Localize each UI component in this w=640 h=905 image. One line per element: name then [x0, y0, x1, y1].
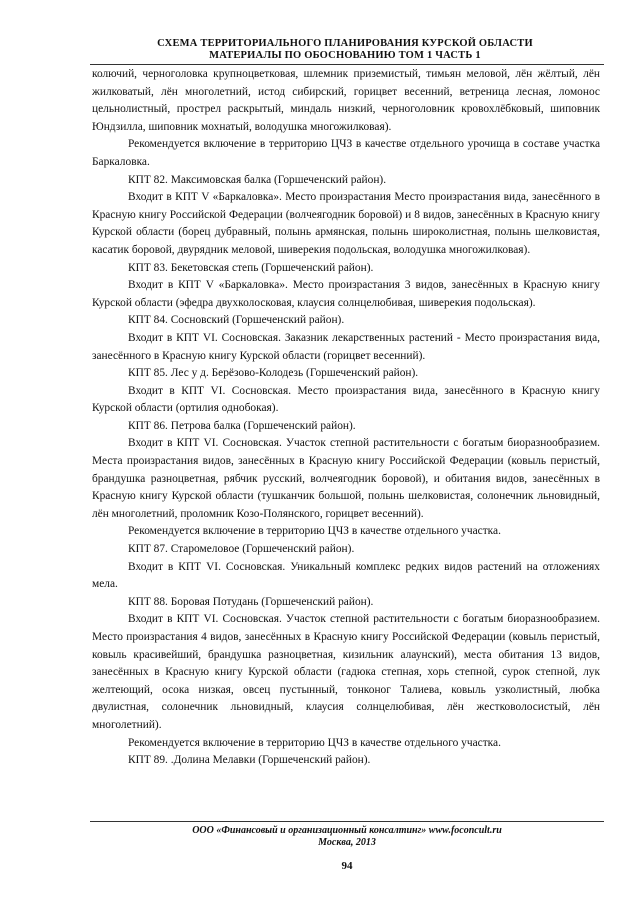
- footer-divider: [90, 821, 604, 822]
- footer-publisher: ООО «Финансовый и организационный консалтинг» www.foconcult.ru: [192, 825, 502, 836]
- paragraph: Рекомендуется включение в территорию ЦЧЗ в качестве отдельного участка.: [128, 525, 501, 538]
- paragraph: Входит в КПТ V «Баркаловка». Место произрастания Место произрастания вида, занесённого в Красную книгу Российской Федерации (волчеягодник боровой) и 8 видов, занесённых в Красную книгу Курской области (борец дубравный, полынь армянская, полынь широколистная, полынь шелковистая, касатик боровой, двурядник меловой, шиверекия подольская, володушка многожилковая).: [92, 191, 600, 256]
- paragraph: КПТ 83. Бекетовская степь (Горшеченский район).: [128, 261, 374, 274]
- paragraph: КПТ 88. Боровая Потудань (Горшеченский район).: [128, 595, 374, 608]
- footer-city-year: Москва, 2013: [318, 837, 376, 848]
- paragraph: Рекомендуется включение в территорию ЦЧЗ в качестве отдельного урочища в составе участка Баркаловка.: [92, 138, 600, 168]
- paragraph: Входит в КПТ VI. Сосновская. Участок степной растительности с богатым биоразнообразием. Места произрастания видов, занесённых в Красную книгу Российской Федерации (ковыль перистый, брандушка разноцветная, рябчик русский, волчеягодник боровой), и обитания видов, занесённых в Красную книгу Курской области (тушканчик большой, полынь шелковистая, солонечник льновидный, лён многолетний, проломник Козо-Полянского, горицвет весенний).: [92, 437, 600, 520]
- page-footer: [90, 825, 604, 849]
- paragraph: КПТ 89. .Долина Мелавки (Горшеченский район).: [128, 754, 371, 767]
- paragraph: колючий, черноголовка крупноцветковая, шлемник приземистый, тимьян меловой, лён жёлтый, лён жилковатый, лён многолетний, истод сибирский, горицвет весенний, ветреница лесная, ломонос цельнолистный, прострел раскрытый, миндаль низкий, черноголовник кровохлёбковый, шиповник Юндзилла, шиповник мохнатый, володушка многожилковая).: [92, 68, 600, 133]
- paragraph: Входит в КПТ VI. Сосновская. Заказник лекарственных растений - Место произрастания вида, занесённого в Красную книгу Курской области (горицвет весенний).: [92, 331, 600, 362]
- paragraph: Входит в КПТ VI. Сосновская. Участок степной растительности с богатым биоразнообразием. Место произрастания 4 видов, занесённых в Красную книгу Российской Федерации (ковыль перистый, ковыль красивейший, брандушка разноцветная, кизильник алаунский), места обитания 13 видов, занесённых в Красную книгу Курской области (гадюка степная, хорь степной, сурок степной, лук желтеющий, осока низкая, овсец пустынный, тонконог Талиева, ковыль узколистный, любка двулистная, солонечник льновидный, клаусия солнцелюбивая, лён жестковолосистый, лён многолетний).: [92, 613, 600, 731]
- paragraph: КПТ 82. Максимовская балка (Горшеченский район).: [128, 173, 387, 186]
- page-header: [90, 38, 600, 62]
- paragraph: Входит в КПТ VI. Сосновская. Уникальный комплекс редких видов растений на отложениях мела.: [92, 560, 600, 591]
- paragraph: КПТ 85. Лес у д. Берёзово-Колодезь (Горшеченский район).: [128, 367, 419, 380]
- paragraph: Входит в КПТ VI. Сосновская. Место произрастания вида, занесённого в Красную книгу Курской области (ортилия однобокая).: [92, 384, 600, 415]
- header-title: СХЕМА ТЕРРИТОРИАЛЬНОГО ПЛАНИРОВАНИЯ КУРСКОЙ ОБЛАСТИ: [157, 38, 533, 49]
- header-divider: [90, 64, 604, 65]
- page-number: 94: [341, 860, 353, 872]
- paragraph: КПТ 84. Сосновский (Горшеченский район).: [128, 314, 345, 327]
- paragraph: КПТ 86. Петрова балка (Горшеченский район).: [128, 419, 356, 432]
- header-subtitle: МАТЕРИАЛЫ ПО ОБОСНОВАНИЮ ТОМ 1 ЧАСТЬ 1: [209, 50, 481, 61]
- paragraph: Рекомендуется включение в территорию ЦЧЗ в качестве отдельного участка.: [128, 736, 501, 749]
- paragraph: Входит в КПТ V «Баркаловка». Место произрастания 3 видов, занесённых в Красную книгу Курской области (эфедра двухколосковая, клаусия солнцелюбивая, шиверекия подольская).: [92, 279, 600, 309]
- document-body: [92, 66, 600, 770]
- paragraph: КПТ 87. Старомеловое (Горшеченский район).: [128, 543, 355, 556]
